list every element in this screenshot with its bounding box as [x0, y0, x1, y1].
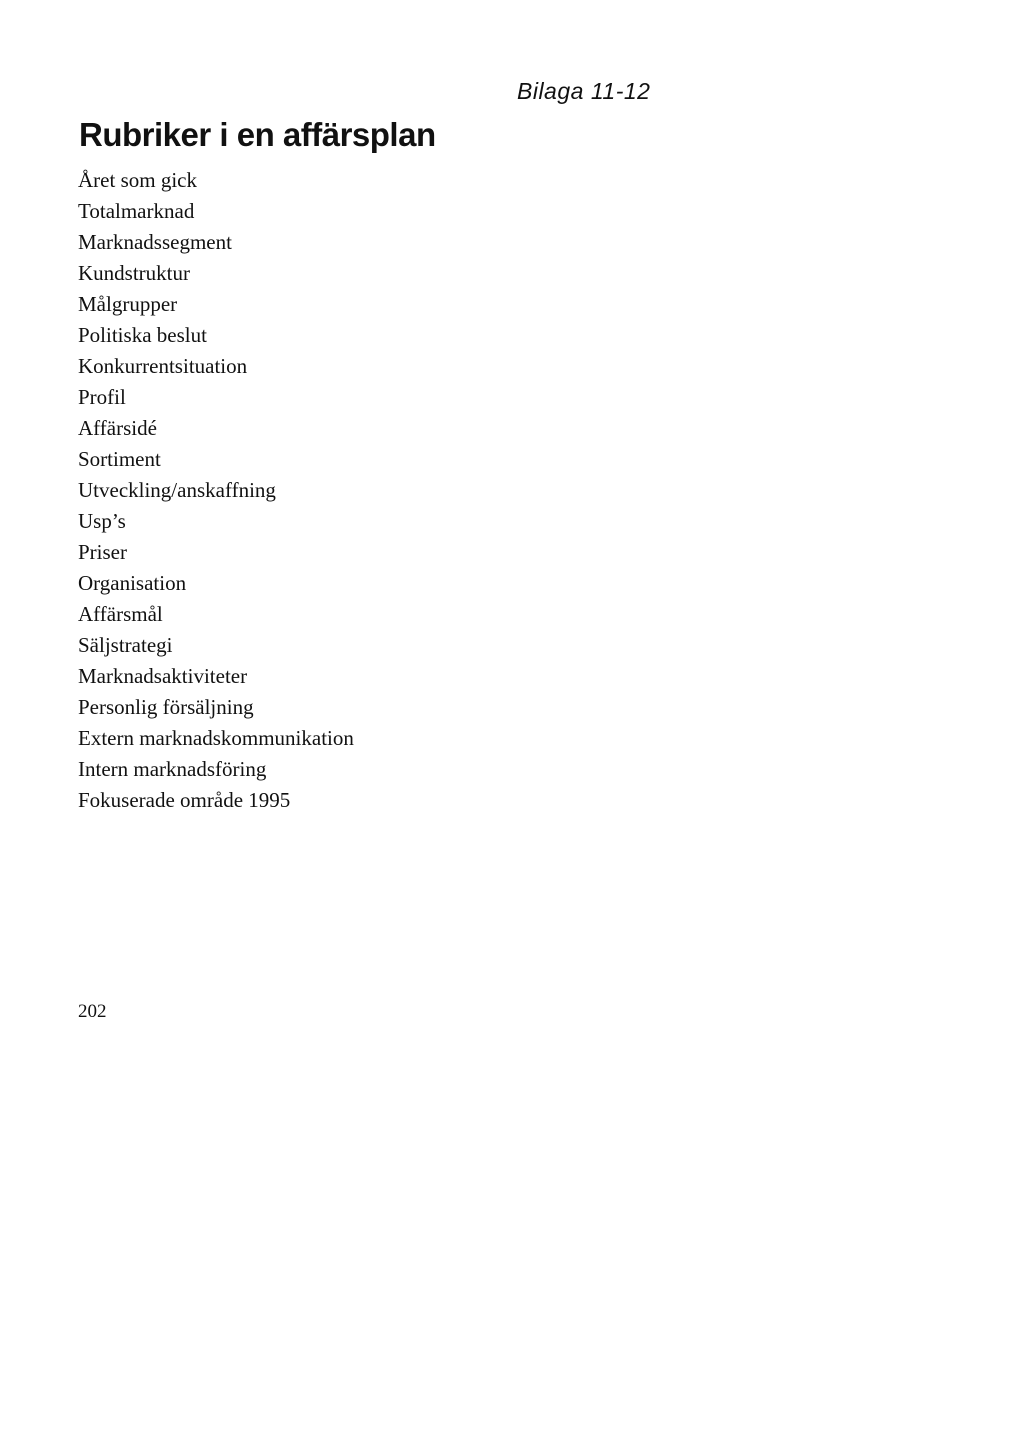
appendix-label: Bilaga 11-12: [517, 78, 651, 104]
page-title: Rubriker i en affärsplan: [79, 116, 436, 153]
list-item: Målgrupper: [78, 292, 178, 316]
list-item: Marknadsaktiviteter: [78, 664, 248, 688]
list-item: Personlig försäljning: [78, 695, 254, 719]
list-item: Extern marknadskommunikation: [78, 726, 354, 750]
list-item: Intern marknadsföring: [78, 757, 267, 781]
list-item: Organisation: [78, 571, 187, 595]
list-item: Marknadssegment: [78, 230, 232, 254]
list-item: Totalmarknad: [78, 199, 195, 223]
list-item: Utveckling/anskaffning: [78, 478, 276, 502]
list-item: Profil: [78, 385, 126, 409]
list-item: Usp’s: [78, 509, 126, 533]
list-item: Politiska beslut: [78, 323, 207, 347]
list-item: Sortiment: [78, 447, 161, 471]
heading-list: [78, 165, 354, 816]
list-item: Kundstruktur: [78, 261, 190, 285]
list-item: Fokuserade område 1995: [78, 788, 291, 812]
list-item: Året som gick: [78, 168, 197, 192]
list-item: Affärsmål: [78, 602, 163, 626]
list-item: Priser: [78, 540, 127, 564]
list-item: Konkurrentsituation: [78, 354, 248, 378]
list-item: Affärsidé: [78, 416, 157, 440]
page-number: 202: [78, 1001, 107, 1022]
list-item: Säljstrategi: [78, 633, 173, 657]
